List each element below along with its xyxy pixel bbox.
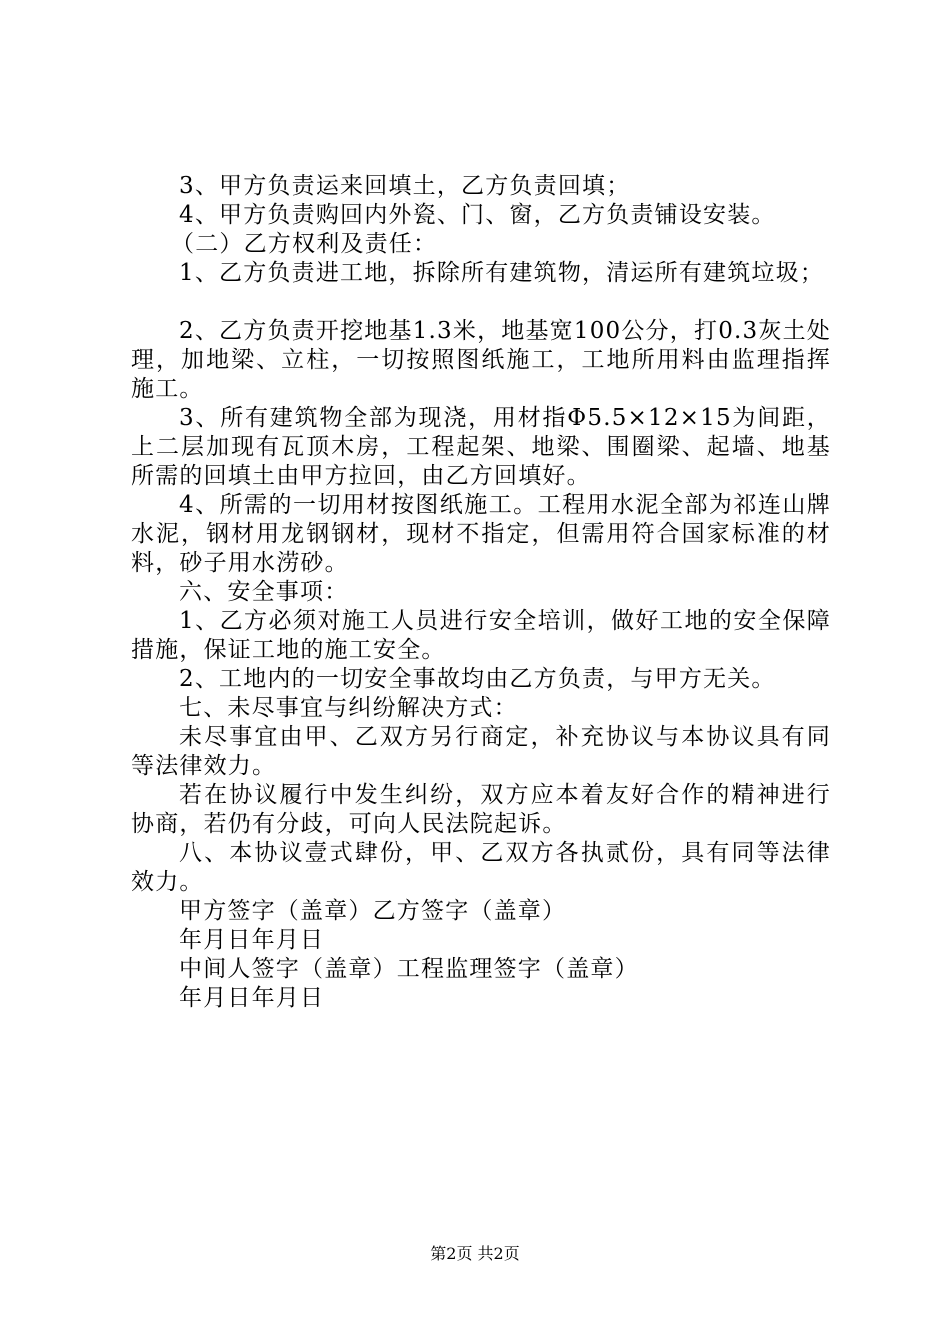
paragraph-dispute-resolution: 若在协议履行中发生纠纷，双方应本着友好合作的精神进行协商，若仍有分歧，可向人民法院起诉。 — [131, 782, 831, 837]
document-body — [131, 172, 831, 1013]
paragraph-backfill: 3、甲方负责运来回填土，乙方负责回填； — [179, 173, 631, 199]
paragraph-cast-in-place: 3、所有建筑物全部为现浇，用材指Φ5.5×12×15为间距，上二层加现有瓦顶木房，工程起架、地梁、围圈梁、起墙、地基所需的回填土由甲方拉回，由乙方回填好。 — [131, 405, 831, 489]
date-line-parties: 年月日年月日 — [179, 927, 325, 953]
signature-line-parties: 甲方签字（盖章）乙方签字（盖章） — [179, 898, 567, 924]
section-heading-disputes: 七、未尽事宜与纠纷解决方式： — [179, 695, 518, 721]
paragraph-demolition: 1、乙方负责进工地，拆除所有建筑物，清运所有建筑垃圾； — [179, 260, 825, 286]
paragraph-copies: 八、本协议壹式肆份，甲、乙双方各执贰份，具有同等法律效力。 — [131, 840, 831, 895]
spacer — [131, 288, 831, 317]
paragraph-safety-liability: 2、工地内的一切安全事故均由乙方负责，与甲方无关。 — [179, 666, 776, 692]
paragraph-materials-purchase: 4、甲方负责购回内外瓷、门、窗，乙方负责铺设安装。 — [179, 202, 776, 228]
paragraph-construction-materials: 4、所需的一切用材按图纸施工。工程用水泥全部为祁连山牌水泥，钢材用龙钢钢材，现材不指定，但需用符合国家标准的材料，砂子用水涝砂。 — [131, 492, 831, 576]
section-heading-safety: 六、安全事项： — [179, 579, 349, 605]
page-number: 第2页 共2页 — [430, 1244, 520, 1263]
paragraph-safety-training: 1、乙方必须对施工人员进行安全培训，做好工地的安全保障措施，保证工地的施工安全。 — [131, 608, 831, 663]
signature-line-intermediary: 中间人签字（盖章）工程监理签字（盖章） — [179, 956, 639, 982]
paragraph-foundation: 2、乙方负责开挖地基1.3米，地基宽100公分，打0.3灰土处理，加地梁、立柱，一切按照图纸施工，工地所用料由监理指挥施工。 — [131, 318, 831, 402]
section-heading-party-b: （二）乙方权利及责任： — [171, 231, 438, 257]
paragraph-supplementary: 未尽事宜由甲、乙双方另行商定，补充协议与本协议具有同等法律效力。 — [131, 724, 831, 779]
date-line-intermediary: 年月日年月日 — [179, 985, 325, 1011]
